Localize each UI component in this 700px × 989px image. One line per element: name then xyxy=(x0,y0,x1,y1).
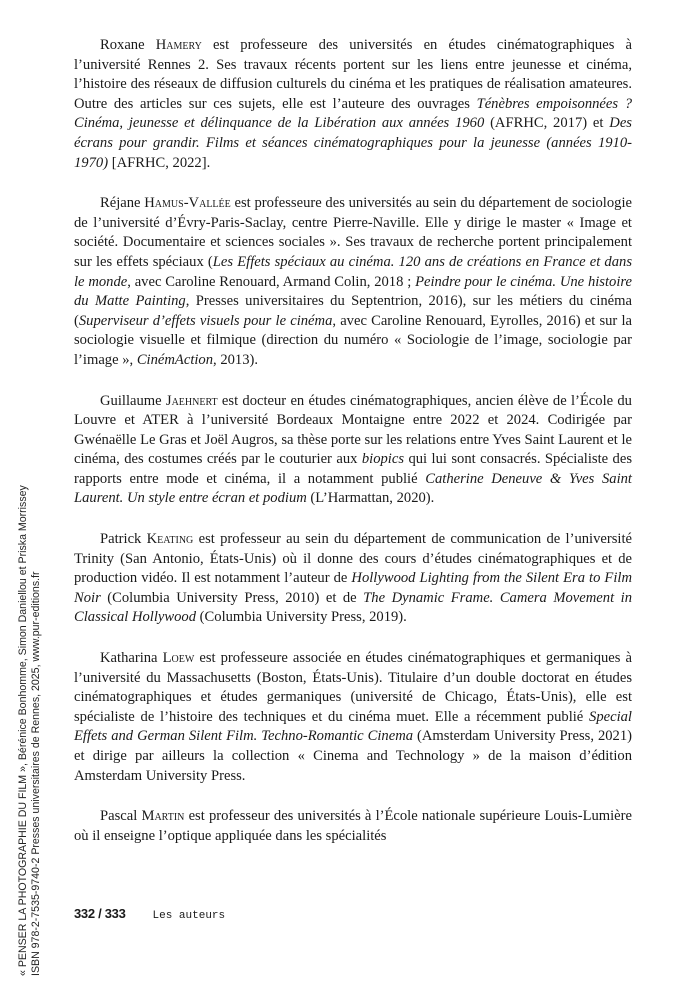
side-note-line-2: ISBN 978-2-7535-9740-2 Presses universitaires de Rennes, 2025, www.pur-editions.fr xyxy=(30,571,42,976)
bio-text: , avec Caroline Renouard, Armand Colin, 2018 ; xyxy=(127,273,416,290)
bio-text: (L’Harmattan, 2020). xyxy=(306,490,435,507)
bio-guillaume-jaehnert xyxy=(74,392,632,510)
author-last-name: Jaehnert xyxy=(165,392,218,409)
page-number: 332 / 333 xyxy=(74,906,126,921)
book-title: The Dynamic Frame. Camera Movement in Classical Hollywood xyxy=(74,589,632,626)
bio-text: (Columbia University Press, 2010) et de xyxy=(100,589,364,606)
bio-text: , Presses universitaires du Septentrion, 2016), sur les métiers du cinéma ( xyxy=(74,293,632,329)
author-first-name: Katharina xyxy=(100,650,158,667)
bio-pascal-martin xyxy=(74,807,632,846)
author-last-name: Loew xyxy=(162,650,195,667)
bio-katharina-loew xyxy=(74,649,632,786)
bio-roxane-hamery xyxy=(74,36,632,173)
bio-text: est professeure des universités en études cinématographiques à l’université Rennes 2. Ses travaux récents portent sur les liens entre jeunesse et cinéma, l’histoire des réseaux de diffusion culturels du cinéma et les pratiques de réalisation amateures. Outre des articles sur ces sujets, elle est l’auteure des ouvrages xyxy=(74,37,632,112)
author-biographies xyxy=(74,36,632,867)
book-title: Special Effets and German Silent Film. Techno-Romantic Cinema xyxy=(74,708,632,745)
book-title: Ténèbres empoisonnées ? Cinéma, jeunesse et délinquance de la Libération aux années 1960 xyxy=(74,95,632,132)
bio-text: (Amsterdam University Press, 2021) et dirige par ailleurs la collection « Cinema and Technology » de la maison d’édition Amsterdam University Press. xyxy=(74,728,632,784)
bio-text: (AFRHC, 2017) et xyxy=(484,115,610,132)
bio-text: est docteur en études cinématographiques, ancien élève de l’École du Louvre et ATER à l’université Bordeaux Montaigne entre 2022 et 2024. Codirigée par Gwénaëlle Le Gras et Joël Augros, sa thèse porte sur les relations entre Yves Saint Laurent et le cinéma, des costumes créés par le couturier aux xyxy=(74,392,632,468)
page-footer xyxy=(74,906,225,922)
author-first-name: Roxane xyxy=(100,37,145,53)
author-first-name: Réjane xyxy=(100,195,141,212)
author-last-name: Keating xyxy=(146,531,194,548)
author-last-name: Martin xyxy=(141,808,185,825)
side-note-line-1: « PENSER LA PHOTOGRAPHIE DU FILM », Bérénice Bonhomme, Simon Daniellou et Priska Morrissey xyxy=(17,485,29,976)
bio-text: qui lui sont consacrés. Spécialiste des rapports entre mode et cinéma, il a notamment publié xyxy=(74,451,632,487)
running-title: Les auteurs xyxy=(152,910,226,922)
bio-text: est professeure des universités au sein du département de sociologie de l’université d’Évry-Paris-Saclay, centre Pierre-Naville. Elle y dirige le master « Image et société. Documentaire et sciences sociales ». Ses travaux de recherche portent principalement sur les effets spéciaux ( xyxy=(74,195,632,270)
bio-text: , avec Caroline Renouard, Eyrolles, 2016) et sur la sociologie visuelle et filmique (direction du numéro « Sociologie de l’image, sociologie par l’image », xyxy=(74,312,632,368)
author-last-name: Hamery xyxy=(155,37,202,53)
journal-title: CinémAction xyxy=(136,351,214,368)
book-title: Peindre pour le cinéma. Une histoire du Matte Painting xyxy=(74,273,633,310)
bio-text: est professeur au sein du département de communication de l’université Trinity (San Antonio, États-Unis) où il donne des cours d’études cinématographiques et de production vidéo. Il est notamment l’auteur de xyxy=(74,531,632,587)
bio-text: (Columbia University Press, 2019). xyxy=(196,609,407,626)
italic-term: biopics xyxy=(361,451,405,468)
book-title: Superviseur d’effets visuels pour le cinéma xyxy=(78,312,333,329)
author-first-name: Guillaume xyxy=(100,392,162,409)
book-title: Les Effets spéciaux au cinéma. 120 ans de créations en France et dans le monde xyxy=(74,253,632,290)
book-title: Des écrans pour grandir. Films et séances cinématographiques pour la jeunesse (années 1910-1970) xyxy=(74,115,632,171)
bio-text: est professeure associée en études cinématographiques et germaniques à l’université du Massachusetts (Boston, États-Unis). Titulaire d’un double doctorat en études cinématographiques et études germaniques (université de Chicago, États-Unis), elle est spécialiste de l’histoire des techniques et du cinéma muet. Elle a récemment publié xyxy=(74,650,632,725)
bio-patrick-keating xyxy=(74,530,632,628)
bio-text: est professeur des universités à l’École nationale supérieure Louis-Lumière où il enseigne l’optique appliquée dans les spécialités xyxy=(74,808,632,844)
bio-text: , 2013). xyxy=(213,351,259,368)
author-first-name: Pascal xyxy=(100,808,138,825)
author-first-name: Patrick xyxy=(100,531,142,548)
author-last-name: Hamus-Vallée xyxy=(144,195,231,212)
book-title: Catherine Deneuve & Yves Saint Laurent. Un style entre écran et podium xyxy=(74,470,632,507)
side-copyright-note xyxy=(17,485,43,976)
book-title: Hollywood Lighting from the Silent Era to Film Noir xyxy=(74,570,632,606)
bio-text: [AFRHC, 2022]. xyxy=(108,154,211,171)
bio-rejane-hamus-vallee xyxy=(74,194,632,370)
